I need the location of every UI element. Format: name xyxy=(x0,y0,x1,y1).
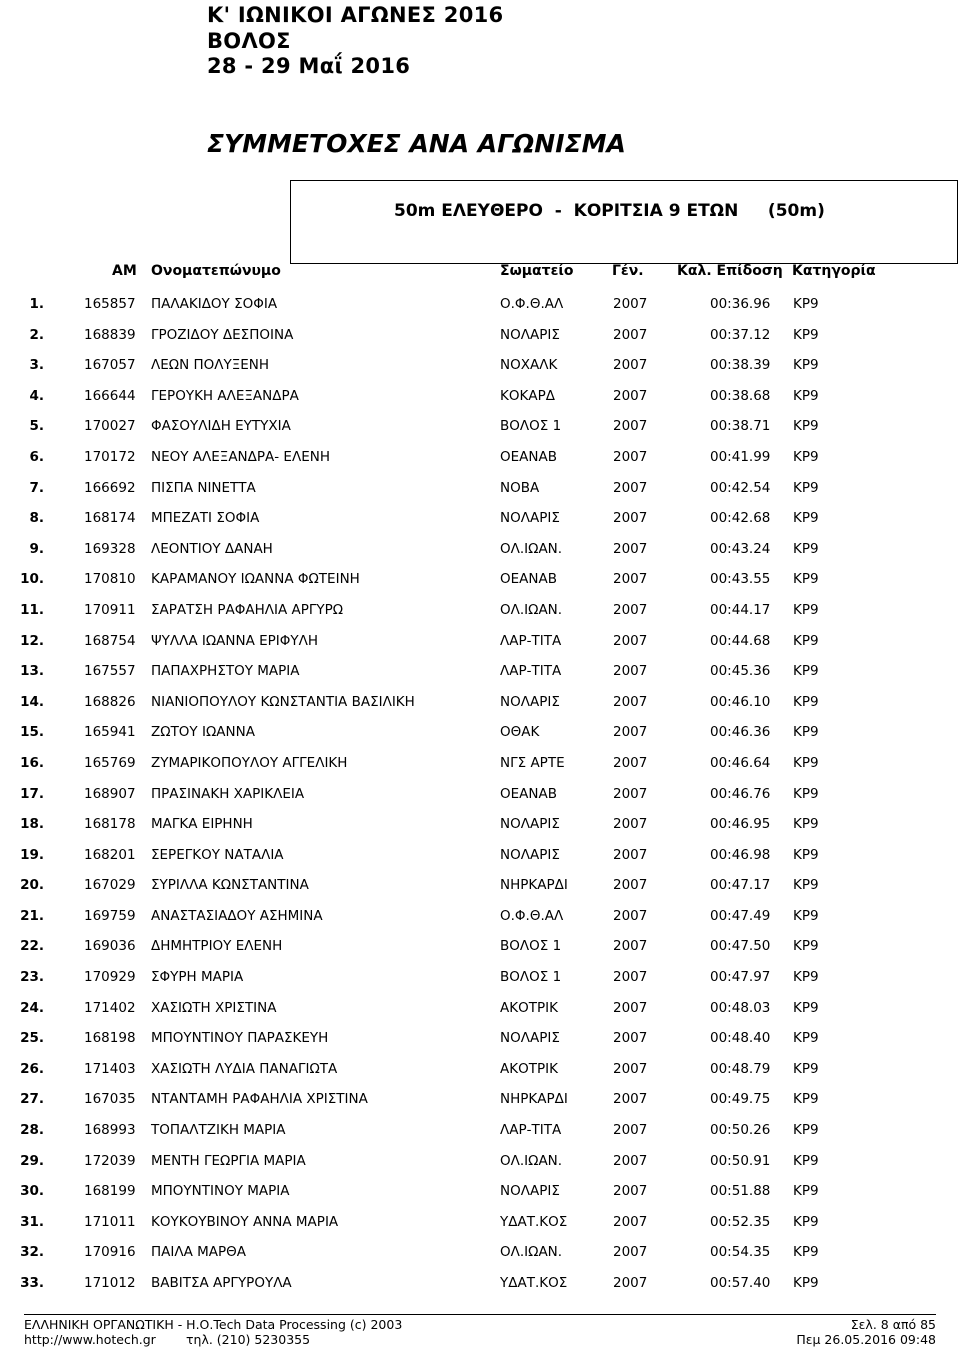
result-year: 2007 xyxy=(613,693,648,710)
result-row xyxy=(0,748,960,779)
result-name: ΝΕΟΥ ΑΛΕΞΑΝΔΡΑ- ΕΛΕΝΗ xyxy=(151,448,330,465)
result-am: 168839 xyxy=(84,326,136,343)
result-category: ΚΡ9 xyxy=(793,693,819,710)
result-year: 2007 xyxy=(613,938,648,955)
result-club: ΟΘΑΚ xyxy=(500,724,540,741)
result-year: 2007 xyxy=(613,785,648,802)
footer-divider xyxy=(24,1314,936,1315)
result-year: 2007 xyxy=(613,1213,648,1230)
result-row xyxy=(0,809,960,840)
result-rank: 32. xyxy=(20,1244,44,1261)
result-rank: 31. xyxy=(20,1213,44,1230)
result-name: ΔΗΜΗΤΡΙΟΥ ΕΛΕΝΗ xyxy=(151,938,283,955)
result-seed-time: 00:49.75 xyxy=(710,1091,771,1108)
competition-title: Κ' ΙΩΝΙΚΟΙ ΑΓΩΝΕΣ 2016 xyxy=(207,3,504,27)
result-name: ΠΑΙΛΑ ΜΑΡΘΑ xyxy=(151,1244,247,1261)
result-club: ΝΟΛΑΡΙΣ xyxy=(500,1030,560,1047)
result-am: 168993 xyxy=(84,1122,136,1139)
competition-dates: 28 - 29 Μαΐ 2016 xyxy=(207,54,411,78)
result-category: ΚΡ9 xyxy=(793,1091,819,1108)
column-header-am: ΑΜ xyxy=(112,263,137,279)
result-row xyxy=(0,1237,960,1268)
result-row xyxy=(0,1146,960,1177)
result-name: ΦΑΣΟΥΛΙΔΗ ΕΥΤΥΧΙΑ xyxy=(151,418,291,435)
result-seed-time: 00:46.98 xyxy=(710,846,771,863)
result-row xyxy=(0,350,960,381)
result-club: ΛΑΡ-ΤΙΤΑ xyxy=(500,663,562,680)
result-row xyxy=(0,779,960,810)
result-am: 168178 xyxy=(84,816,136,833)
result-am: 169036 xyxy=(84,938,136,955)
result-seed-time: 00:42.54 xyxy=(710,479,771,496)
result-seed-time: 00:43.24 xyxy=(710,540,771,557)
footer-page-number: Σελ. 8 από 85 xyxy=(850,1317,936,1332)
result-club: ΒΟΛΟΣ 1 xyxy=(500,969,562,986)
result-am: 167029 xyxy=(84,877,136,894)
result-am: 169759 xyxy=(84,907,136,924)
result-category: ΚΡ9 xyxy=(793,1152,819,1169)
result-name: ΓΡΟΖΙΔΟΥ ΔΕΣΠΟΙΝΑ xyxy=(151,326,294,343)
result-category: ΚΡ9 xyxy=(793,724,819,741)
result-row xyxy=(0,320,960,351)
result-name: ΒΑΒΙΤΣΑ ΑΡΓΥΡΟΥΛΑ xyxy=(151,1275,292,1291)
footer-org: ΕΛΛΗΝΙΚΗ ΟΡΓΑΝΩΤΙΚΗ - Η.Ο.Tech Data Processing (c) 2003 xyxy=(24,1317,403,1332)
result-rank: 10. xyxy=(20,571,44,588)
result-club: ΛΑΡ-ΤΙΤΑ xyxy=(500,632,562,649)
result-seed-time: 00:50.26 xyxy=(710,1122,771,1139)
result-name: ΣΥΡΙΛΛΑ ΚΩΝΣΤΑΝΤΙΝΑ xyxy=(151,877,309,894)
result-category: ΚΡ9 xyxy=(793,785,819,802)
result-year: 2007 xyxy=(613,387,648,404)
result-rank: 22. xyxy=(20,938,44,955)
event-title: 50m ΕΛΕΥΘΕΡΟ - ΚΟΡΙΤΣΙΑ 9 ΕΤΩΝ (50m) xyxy=(394,201,825,221)
result-seed-time: 00:41.99 xyxy=(710,448,771,465)
results-table xyxy=(0,289,960,1299)
result-am: 170929 xyxy=(84,969,136,986)
result-row xyxy=(0,626,960,657)
result-row xyxy=(0,595,960,626)
result-seed-time: 00:36.96 xyxy=(710,296,771,312)
result-year: 2007 xyxy=(613,1183,648,1200)
result-rank: 18. xyxy=(20,816,44,833)
result-club: ΝΟΧΑΛΚ xyxy=(500,357,558,374)
result-club: ΟΛ.ΙΩΑΝ. xyxy=(500,601,563,618)
result-category: ΚΡ9 xyxy=(793,571,819,588)
result-category: ΚΡ9 xyxy=(793,846,819,863)
result-row xyxy=(0,1084,960,1115)
result-row xyxy=(0,656,960,687)
result-row xyxy=(0,901,960,932)
result-club: ΥΔΑΤ.ΚΟΣ xyxy=(500,1213,568,1230)
result-club: ΝΟΒΑ xyxy=(500,479,540,496)
result-rank: 12. xyxy=(20,632,44,649)
result-rank: 19. xyxy=(20,846,44,863)
result-am: 171012 xyxy=(84,1275,136,1291)
result-year: 2007 xyxy=(613,296,648,312)
result-club: ΝΟΛΑΡΙΣ xyxy=(500,1183,560,1200)
result-rank: 28. xyxy=(20,1122,44,1139)
result-seed-time: 00:48.03 xyxy=(710,999,771,1016)
result-row xyxy=(0,534,960,565)
result-rank: 4. xyxy=(29,387,44,404)
result-seed-time: 00:38.71 xyxy=(710,418,771,435)
result-year: 2007 xyxy=(613,907,648,924)
result-seed-time: 00:38.68 xyxy=(710,387,771,404)
result-am: 168174 xyxy=(84,510,136,527)
result-rank: 29. xyxy=(20,1152,44,1169)
result-row xyxy=(0,1023,960,1054)
result-category: ΚΡ9 xyxy=(793,907,819,924)
result-rank: 7. xyxy=(29,479,44,496)
result-club: ΒΟΛΟΣ 1 xyxy=(500,418,562,435)
result-club: ΝΟΛΑΡΙΣ xyxy=(500,693,560,710)
result-year: 2007 xyxy=(613,632,648,649)
result-club: Ο.Φ.Θ.ΑΛ xyxy=(500,296,564,312)
column-header-year: Γέν. xyxy=(612,263,644,279)
result-row xyxy=(0,870,960,901)
result-name: ΑΝΑΣΤΑΣΙΑΔΟΥ ΑΣΗΜΙΝΑ xyxy=(151,907,323,924)
result-am: 170916 xyxy=(84,1244,136,1261)
result-year: 2007 xyxy=(613,1091,648,1108)
result-rank: 20. xyxy=(20,877,44,894)
result-category: ΚΡ9 xyxy=(793,1183,819,1200)
result-year: 2007 xyxy=(613,479,648,496)
result-seed-time: 00:47.17 xyxy=(710,877,771,894)
result-seed-time: 00:57.40 xyxy=(710,1275,771,1291)
result-club: ΟΛ.ΙΩΑΝ. xyxy=(500,1244,563,1261)
result-row xyxy=(0,1054,960,1085)
result-club: ΑΚΟΤΡΙΚ xyxy=(500,999,558,1016)
result-rank: 16. xyxy=(20,754,44,771)
result-club: ΝΟΛΑΡΙΣ xyxy=(500,510,560,527)
result-name: ΖΥΜΑΡΙΚΟΠΟΥΛΟΥ ΑΓΓΕΛΙΚΗ xyxy=(151,754,348,771)
result-am: 167057 xyxy=(84,357,136,374)
result-club: ΛΑΡ-ΤΙΤΑ xyxy=(500,1122,562,1139)
result-name: ΝΤΑΝΤΑΜΗ ΡΑΦΑΗΛΙΑ ΧΡΙΣΤΙΝΑ xyxy=(151,1091,368,1108)
result-name: ΓΕΡΟΥΚΗ ΑΛΕΞΑΝΔΡΑ xyxy=(151,387,299,404)
result-year: 2007 xyxy=(613,816,648,833)
result-category: ΚΡ9 xyxy=(793,877,819,894)
result-row xyxy=(0,993,960,1024)
result-rank: 25. xyxy=(20,1030,44,1047)
result-name: ΜΠΟΥΝΤΙΝΟΥ ΠΑΡΑΣΚΕΥΗ xyxy=(151,1030,329,1047)
result-row xyxy=(0,717,960,748)
result-year: 2007 xyxy=(613,357,648,374)
result-rank: 9. xyxy=(29,540,44,557)
result-seed-time: 00:46.10 xyxy=(710,693,771,710)
result-am: 167035 xyxy=(84,1091,136,1108)
result-row xyxy=(0,1207,960,1238)
result-seed-time: 00:48.79 xyxy=(710,1060,771,1077)
result-name: ΜΠΟΥΝΤΙΝΟΥ ΜΑΡΙΑ xyxy=(151,1183,290,1200)
result-category: ΚΡ9 xyxy=(793,448,819,465)
result-club: Ο.Φ.Θ.ΑΛ xyxy=(500,907,564,924)
result-name: ΠΑΛΑΚΙΔΟΥ ΣΟΦΙΑ xyxy=(151,296,278,312)
result-am: 168201 xyxy=(84,846,136,863)
result-club: ΝΓΣ ΑΡΤΕ xyxy=(500,754,565,771)
result-name: ΣΕΡΕΓΚΟΥ ΝΑΤΑΛΙΑ xyxy=(151,846,284,863)
result-rank: 5. xyxy=(29,418,44,435)
result-am: 170911 xyxy=(84,601,136,618)
result-category: ΚΡ9 xyxy=(793,816,819,833)
result-name: ΣΑΡΑΤΣΗ ΡΑΦΑΗΛΙΑ ΑΡΓΥΡΩ xyxy=(151,601,344,618)
result-seed-time: 00:54.35 xyxy=(710,1244,771,1261)
result-row xyxy=(0,289,960,320)
result-category: ΚΡ9 xyxy=(793,1030,819,1047)
result-category: ΚΡ9 xyxy=(793,663,819,680)
result-club: ΥΔΑΤ.ΚΟΣ xyxy=(500,1275,568,1291)
result-name: ΚΟΥΚΟΥΒΙΝΟΥ ΑΝΝΑ ΜΑΡΙΑ xyxy=(151,1213,339,1230)
footer-website[interactable]: http://www.hotech.gr xyxy=(24,1332,156,1347)
result-am: 171402 xyxy=(84,999,136,1016)
result-club: ΚΟΚΑΡΔ xyxy=(500,387,555,404)
result-club: ΟΕΑΝΑΒ xyxy=(500,448,557,465)
result-seed-time: 00:46.64 xyxy=(710,754,771,771)
result-am: 172039 xyxy=(84,1152,136,1169)
result-category: ΚΡ9 xyxy=(793,418,819,435)
result-row xyxy=(0,564,960,595)
result-year: 2007 xyxy=(613,540,648,557)
result-seed-time: 00:46.36 xyxy=(710,724,771,741)
result-name: ΜΠΕΖΑΤΙ ΣΟΦΙΑ xyxy=(151,510,260,527)
result-rank: 3. xyxy=(29,357,44,374)
document-title: ΣΥΜΜΕΤΟΧΕΣ ΑΝΑ ΑΓΩΝΙΣΜΑ xyxy=(207,129,626,158)
result-year: 2007 xyxy=(613,877,648,894)
result-category: ΚΡ9 xyxy=(793,1060,819,1077)
result-row xyxy=(0,442,960,473)
result-row xyxy=(0,503,960,534)
result-rank: 21. xyxy=(20,907,44,924)
result-year: 2007 xyxy=(613,601,648,618)
result-name: ΜΑΓΚΑ ΕΙΡΗΝΗ xyxy=(151,816,253,833)
result-seed-time: 00:43.55 xyxy=(710,571,771,588)
result-row xyxy=(0,1268,960,1299)
result-seed-time: 00:47.97 xyxy=(710,969,771,986)
result-row xyxy=(0,411,960,442)
result-category: ΚΡ9 xyxy=(793,938,819,955)
result-club: ΝΗΡΚΑΡΔΙ xyxy=(500,877,568,894)
result-seed-time: 00:44.17 xyxy=(710,601,771,618)
result-category: ΚΡ9 xyxy=(793,510,819,527)
result-name: ΠΑΠΑΧΡΗΣΤΟΥ ΜΑΡΙΑ xyxy=(151,663,300,680)
result-row xyxy=(0,687,960,718)
result-rank: 24. xyxy=(20,999,44,1016)
event-box xyxy=(290,180,958,264)
result-rank: 27. xyxy=(20,1091,44,1108)
result-seed-time: 00:50.91 xyxy=(710,1152,771,1169)
result-year: 2007 xyxy=(613,1122,648,1139)
competition-city: ΒΟΛΟΣ xyxy=(207,29,291,53)
result-seed-time: 00:46.76 xyxy=(710,785,771,802)
result-year: 2007 xyxy=(613,969,648,986)
result-category: ΚΡ9 xyxy=(793,754,819,771)
result-row xyxy=(0,931,960,962)
result-rank: 15. xyxy=(20,724,44,741)
result-club: ΝΟΛΑΡΙΣ xyxy=(500,846,560,863)
result-year: 2007 xyxy=(613,999,648,1016)
result-category: ΚΡ9 xyxy=(793,1275,819,1291)
result-category: ΚΡ9 xyxy=(793,479,819,496)
result-year: 2007 xyxy=(613,1060,648,1077)
result-category: ΚΡ9 xyxy=(793,326,819,343)
result-row xyxy=(0,840,960,871)
footer-phone: τηλ. (210) 5230355 xyxy=(186,1332,311,1347)
result-rank: 17. xyxy=(20,785,44,802)
result-seed-time: 00:45.36 xyxy=(710,663,771,680)
result-category: ΚΡ9 xyxy=(793,999,819,1016)
result-rank: 13. xyxy=(20,663,44,680)
result-name: ΖΩΤΟΥ ΙΩΑΝΝΑ xyxy=(151,724,255,741)
result-year: 2007 xyxy=(613,1275,648,1291)
result-seed-time: 00:42.68 xyxy=(710,510,771,527)
result-am: 171403 xyxy=(84,1060,136,1077)
result-am: 165769 xyxy=(84,754,136,771)
result-am: 170172 xyxy=(84,448,136,465)
result-am: 166644 xyxy=(84,387,136,404)
result-name: ΨΥΛΛΑ ΙΩΑΝΝΑ ΕΡΙΦΥΛΗ xyxy=(151,632,319,649)
result-seed-time: 00:38.39 xyxy=(710,357,771,374)
column-header-name: Ονοματεπώνυμο xyxy=(151,263,281,279)
result-name: ΛΕΩΝ ΠΟΛΥΞΕΝΗ xyxy=(151,357,270,374)
result-am: 168754 xyxy=(84,632,136,649)
result-seed-time: 00:47.50 xyxy=(710,938,771,955)
result-seed-time: 00:44.68 xyxy=(710,632,771,649)
result-rank: 30. xyxy=(20,1183,44,1200)
result-rank: 1. xyxy=(29,296,44,312)
result-club: ΟΛ.ΙΩΑΝ. xyxy=(500,540,563,557)
result-rank: 26. xyxy=(20,1060,44,1077)
result-seed-time: 00:37.12 xyxy=(710,326,771,343)
result-name: ΜΕΝΤΗ ΓΕΩΡΓΙΑ ΜΑΡΙΑ xyxy=(151,1152,306,1169)
result-category: ΚΡ9 xyxy=(793,601,819,618)
result-name: ΚΑΡΑΜΑΝΟΥ ΙΩΑΝΝΑ ΦΩΤΕΙΝΗ xyxy=(151,571,360,588)
result-seed-time: 00:52.35 xyxy=(710,1213,771,1230)
result-am: 170027 xyxy=(84,418,136,435)
result-category: ΚΡ9 xyxy=(793,540,819,557)
result-year: 2007 xyxy=(613,1244,648,1261)
result-rank: 11. xyxy=(20,601,44,618)
result-name: ΧΑΣΙΩΤΗ ΛΥΔΙΑ ΠΑΝΑΓΙΩΤΑ xyxy=(151,1060,338,1077)
result-am: 171011 xyxy=(84,1213,136,1230)
result-am: 165941 xyxy=(84,724,136,741)
result-category: ΚΡ9 xyxy=(793,1213,819,1230)
result-year: 2007 xyxy=(613,846,648,863)
result-club: ΝΟΛΑΡΙΣ xyxy=(500,816,560,833)
result-name: ΤΟΠΑΛΤΖΙΚΗ ΜΑΡΙΑ xyxy=(151,1122,286,1139)
result-club: ΟΕΑΝΑΒ xyxy=(500,571,557,588)
result-club: ΝΗΡΚΑΡΔΙ xyxy=(500,1091,568,1108)
result-category: ΚΡ9 xyxy=(793,1244,819,1261)
result-year: 2007 xyxy=(613,448,648,465)
result-year: 2007 xyxy=(613,1030,648,1047)
column-header-seed: Καλ. Επίδοση xyxy=(677,263,783,279)
result-category: ΚΡ9 xyxy=(793,1122,819,1139)
result-club: ΟΛ.ΙΩΑΝ. xyxy=(500,1152,563,1169)
result-category: ΚΡ9 xyxy=(793,387,819,404)
result-rank: 14. xyxy=(20,693,44,710)
column-header-category: Κατηγορία xyxy=(792,263,876,279)
result-seed-time: 00:48.40 xyxy=(710,1030,771,1047)
result-am: 168826 xyxy=(84,693,136,710)
result-am: 167557 xyxy=(84,663,136,680)
result-seed-time: 00:47.49 xyxy=(710,907,771,924)
result-rank: 8. xyxy=(29,510,44,527)
result-row xyxy=(0,1176,960,1207)
result-name: ΠΙΣΠΑ ΝΙΝΕΤΤΑ xyxy=(151,479,256,496)
result-name: ΧΑΣΙΩΤΗ ΧΡΙΣΤΙΝΑ xyxy=(151,999,277,1016)
result-am: 166692 xyxy=(84,479,136,496)
result-row xyxy=(0,1115,960,1146)
result-year: 2007 xyxy=(613,663,648,680)
result-rank: 33. xyxy=(20,1275,44,1291)
result-am: 168907 xyxy=(84,785,136,802)
footer-printed-date: Πεμ 26.05.2016 09:48 xyxy=(796,1332,936,1347)
result-club: ΝΟΛΑΡΙΣ xyxy=(500,326,560,343)
result-row xyxy=(0,473,960,504)
result-rank: 6. xyxy=(29,448,44,465)
result-name: ΛΕΟΝΤΙΟΥ ΔΑΝΑΗ xyxy=(151,540,273,557)
result-year: 2007 xyxy=(613,418,648,435)
result-name: ΠΡΑΣΙΝΑΚΗ ΧΑΡΙΚΛΕΙΑ xyxy=(151,785,305,802)
result-am: 168199 xyxy=(84,1183,136,1200)
result-category: ΚΡ9 xyxy=(793,296,819,312)
result-am: 168198 xyxy=(84,1030,136,1047)
result-rank: 2. xyxy=(29,326,44,343)
result-name: ΝΙΑΝΙΟΠΟΥΛΟΥ ΚΩΝΣΤΑΝΤΙΑ ΒΑΣΙΛΙΚΗ xyxy=(151,693,415,710)
result-am: 165857 xyxy=(84,296,136,312)
result-club: ΒΟΛΟΣ 1 xyxy=(500,938,562,955)
result-club: ΟΕΑΝΑΒ xyxy=(500,785,557,802)
result-year: 2007 xyxy=(613,326,648,343)
result-year: 2007 xyxy=(613,510,648,527)
result-seed-time: 00:51.88 xyxy=(710,1183,771,1200)
result-year: 2007 xyxy=(613,754,648,771)
result-rank: 23. xyxy=(20,969,44,986)
result-category: ΚΡ9 xyxy=(793,632,819,649)
column-header-club: Σωματείο xyxy=(500,263,574,279)
result-category: ΚΡ9 xyxy=(793,969,819,986)
result-name: ΣΦΥΡΗ ΜΑΡΙΑ xyxy=(151,969,244,986)
result-am: 170810 xyxy=(84,571,136,588)
result-category: ΚΡ9 xyxy=(793,357,819,374)
result-row xyxy=(0,381,960,412)
result-year: 2007 xyxy=(613,1152,648,1169)
result-row xyxy=(0,962,960,993)
result-am: 169328 xyxy=(84,540,136,557)
result-seed-time: 00:46.95 xyxy=(710,816,771,833)
result-club: ΑΚΟΤΡΙΚ xyxy=(500,1060,558,1077)
result-year: 2007 xyxy=(613,724,648,741)
result-year: 2007 xyxy=(613,571,648,588)
